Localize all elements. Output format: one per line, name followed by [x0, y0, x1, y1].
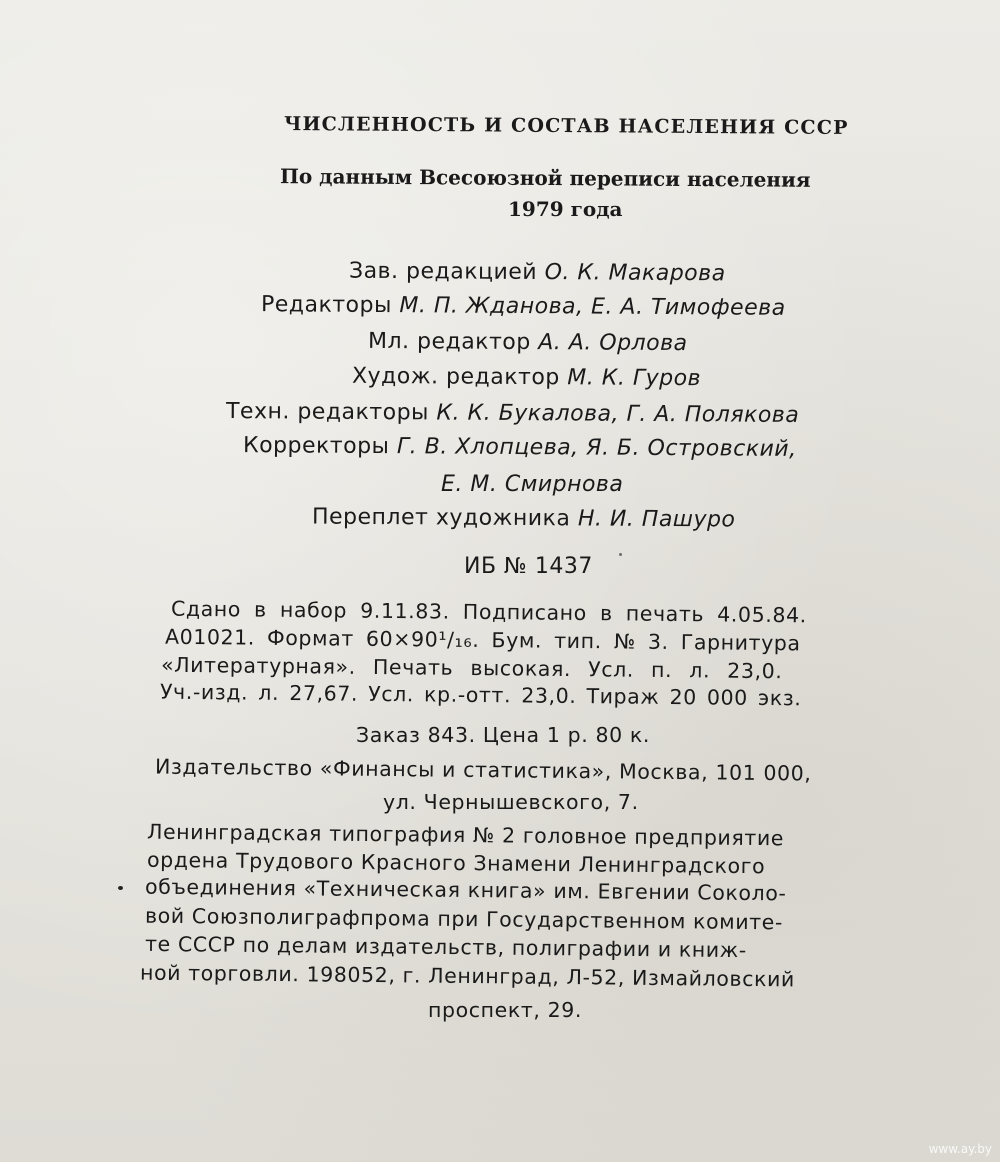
- credit-role: Корректоры: [242, 433, 390, 460]
- credit-names: К. К. Букалова, Г. А. Полякова: [436, 400, 800, 429]
- credit-role: Переплет художника: [311, 504, 571, 532]
- print-details-line: Сдано в набор 9.11.83. Подписано в печать 4.05.84.: [170, 596, 807, 628]
- printer-line: ной торговли. 198052, г. Ленинград, Л-52, Измайловский: [139, 960, 796, 992]
- book-title: ЧИСЛЕННОСТЬ И СОСТАВ НАСЕЛЕНИЯ СССР: [283, 113, 849, 139]
- credit-names: О. К. Макарова: [544, 260, 726, 287]
- credit-line: [348, 258, 726, 287]
- ib-number: ИБ № 1437: [464, 554, 593, 579]
- credit-names: А. А. Орлова: [538, 330, 688, 357]
- ink-speck: [619, 553, 622, 556]
- printer-line: проспект, 29.: [428, 998, 583, 1022]
- credit-line: [261, 294, 786, 320]
- printer-line: объединения «Техническая книга» им. Евгении Соколо-: [144, 874, 787, 906]
- printer-line: ордена Трудового Красного Знамени Ленинградского: [146, 847, 766, 879]
- book-subtitle-line-1: По данным Всесоюзной переписи населения: [279, 164, 811, 192]
- credit-line: [367, 328, 688, 357]
- credit-role: Худож. редактор: [351, 363, 560, 391]
- book-subtitle-line-2: 1979 года: [508, 197, 623, 221]
- print-details-line: Уч.-изд. л. 27,67. Усл. кр.-отт. 23,0. Тираж 20 000 экз.: [159, 679, 802, 711]
- watermark-text: www.ay.by: [928, 1142, 992, 1156]
- credit-role: Зав. редакцией: [348, 258, 538, 285]
- credit-names: Г. В. Хлопцева, Я. Б. Островский,: [396, 434, 797, 462]
- credit-role: Техн. редакторы: [225, 398, 430, 426]
- printer-line: те СССР по делам издательств, полиграфии и книж-: [144, 931, 747, 963]
- credit-line: [311, 504, 736, 533]
- printer-line: вой Союзполиграфпрома при Государственном комите-: [144, 903, 784, 935]
- ink-speck: [118, 886, 123, 890]
- credit-role: Мл. редактор: [367, 328, 531, 356]
- printer-line: Ленинградская типография № 2 головное предприятие: [146, 819, 785, 851]
- publisher-line: ул. Чернышевского, 7.: [383, 790, 639, 814]
- credit-names: Н. И. Пашуро: [577, 506, 736, 533]
- print-details-line: Заказ 843. Цена 1 р. 80 к.: [356, 723, 650, 747]
- credit-names: М. П. Жданова, Е. А. Тимофеева: [399, 293, 786, 321]
- credit-line: [243, 435, 797, 461]
- credit-line: [351, 363, 702, 392]
- credit-line: [225, 398, 800, 429]
- print-details-line: «Литературная». Печать высокая. Усл. п. л. 23,0.: [160, 652, 783, 684]
- credit-names: М. К. Гуров: [567, 365, 702, 392]
- publisher-line: Издательство «Финансы и статистика», Москва, 101 000,: [154, 754, 812, 786]
- credit-line: [441, 474, 623, 496]
- credit-role: Редакторы: [260, 292, 393, 319]
- print-details-line: А01021. Формат 60×90¹/₁₆. Бум. тип. № 3. Гарнитура: [164, 624, 801, 656]
- credit-names: Е. М. Смирнова: [441, 472, 624, 497]
